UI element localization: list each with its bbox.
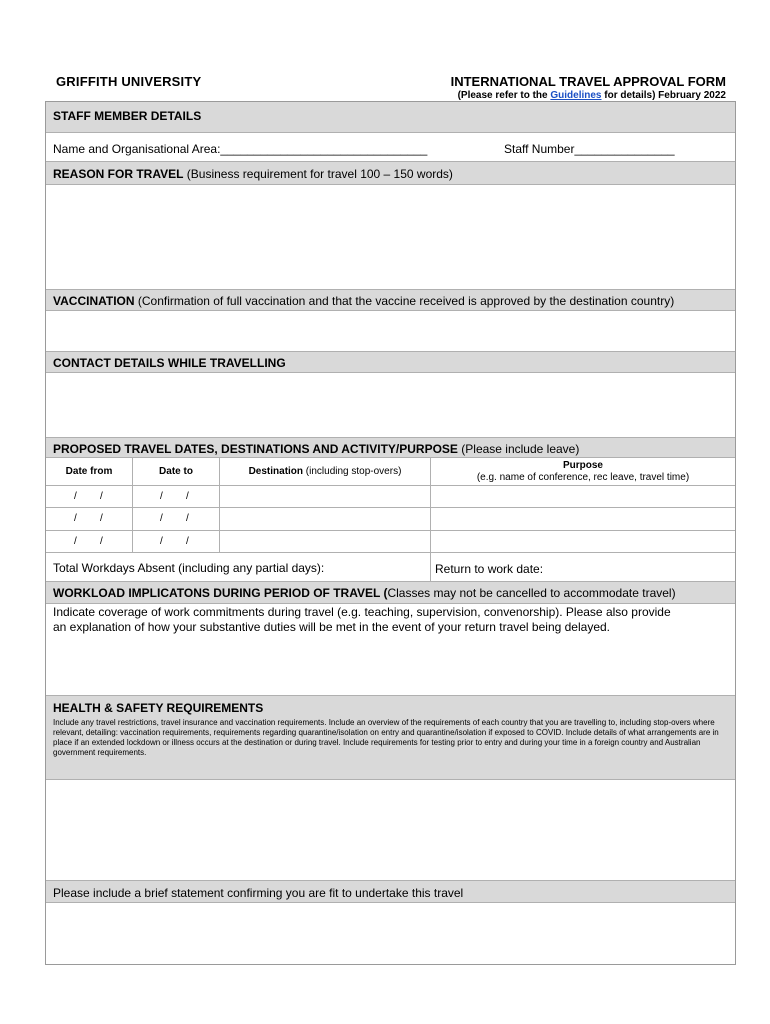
vaccination-heading: VACCINATION (Confirmation of full vaccination and that the vaccine received is approved by the destination country) <box>53 294 675 308</box>
destination-cell[interactable] <box>220 531 431 552</box>
vaccination-text-area[interactable] <box>46 311 735 352</box>
form-header <box>56 74 726 102</box>
workdays-cell[interactable] <box>46 553 431 581</box>
fit-statement-label: Please include a brief statement confirming you are fit to undertake this travel <box>53 886 464 900</box>
col-date-from: Date from <box>46 458 133 485</box>
health-heading-row <box>46 696 735 780</box>
date-from-cell[interactable]: / / <box>46 531 133 552</box>
workload-instruction-1: Indicate coverage of work commitments during travel (e.g. teaching, supervision, convenorship). Please also provide <box>53 605 671 619</box>
workdays-label: Total Workdays Absent (including any partial days): <box>53 561 325 575</box>
name-org-field[interactable]: Name and Organisational Area:_______________________________ <box>53 142 428 156</box>
return-date-cell[interactable] <box>431 553 735 581</box>
guidelines-link[interactable]: Guidelines <box>550 90 602 101</box>
contact-text-area[interactable] <box>46 373 735 438</box>
staff-number-field[interactable]: Staff Number_______________ <box>504 142 675 156</box>
date-from-cell[interactable]: / / <box>46 486 133 507</box>
return-date-label: Return to work date: <box>435 562 544 576</box>
health-text-area[interactable] <box>46 780 735 881</box>
vaccination-heading-row <box>46 290 735 311</box>
fit-statement-row <box>46 881 735 903</box>
table-row[interactable] <box>46 486 735 508</box>
workload-heading: WORKLOAD IMPLICATONS DURING PERIOD OF TRAVEL (Classes may not be cancelled to accommodate travel) <box>53 586 676 600</box>
workload-heading-row <box>46 582 735 604</box>
reason-text-area[interactable] <box>46 185 735 290</box>
health-heading: HEALTH & SAFETY REQUIREMENTS <box>53 701 264 715</box>
form-subtitle: (Please refer to the Guidelines for details) February 2022 <box>457 90 726 101</box>
university-name: GRIFFITH UNIVERSITY <box>56 74 202 89</box>
table-row[interactable] <box>46 508 735 531</box>
col-purpose: Purpose (e.g. name of conference, rec leave, travel time) <box>476 460 690 483</box>
travel-heading: PROPOSED TRAVEL DATES, DESTINATIONS AND ACTIVITY/PURPOSE (Please include leave) <box>53 442 580 456</box>
form-table <box>45 101 736 965</box>
purpose-cell[interactable] <box>431 486 735 507</box>
reason-heading-row <box>46 162 735 185</box>
destination-cell[interactable] <box>220 486 431 507</box>
date-to-cell[interactable]: / / <box>133 508 220 530</box>
fit-statement-text-area[interactable] <box>46 903 735 964</box>
staff-heading-row <box>46 102 735 133</box>
workload-text-area[interactable] <box>46 604 735 696</box>
col-date-to: Date to <box>133 458 220 485</box>
destination-cell[interactable] <box>220 508 431 530</box>
workload-instruction-2: an explanation of how your substantive duties will be met in the event of your return travel being delayed. <box>53 620 610 634</box>
contact-heading: CONTACT DETAILS WHILE TRAVELLING <box>53 356 286 370</box>
table-row[interactable] <box>46 531 735 553</box>
date-to-cell[interactable]: / / <box>133 486 220 507</box>
form-title: INTERNATIONAL TRAVEL APPROVAL FORM <box>450 74 726 89</box>
travel-table-header <box>46 458 735 486</box>
staff-heading: STAFF MEMBER DETAILS <box>53 109 202 123</box>
health-instructions: Include any travel restrictions, travel insurance and vaccination requirements. Include an overview of the requirements of each country that you are travelling to, including stop-overs where relevant, detailing: vaccination requirements, requirements regarding quarantine/isolation on entry and quarantine/isolation if exposed to COVID. Include details of what arrangements are in place if an extended lockdown or illness occurs at the destination or during travel. Include requirements for testing prior to entry and during your time in a foreign country and Australian government requirements. <box>53 718 719 757</box>
date-from-cell[interactable]: / / <box>46 508 133 530</box>
reason-heading: REASON FOR TRAVEL (Business requirement for travel 100 – 150 words) <box>53 167 453 181</box>
date-to-cell[interactable]: / / <box>133 531 220 552</box>
col-destination: Destination (including stop-overs) <box>220 458 431 485</box>
contact-heading-row <box>46 352 735 373</box>
travel-heading-row <box>46 438 735 458</box>
purpose-cell[interactable] <box>431 531 735 552</box>
workdays-row[interactable] <box>46 553 735 582</box>
staff-details-row[interactable] <box>46 133 735 162</box>
purpose-cell[interactable] <box>431 508 735 530</box>
